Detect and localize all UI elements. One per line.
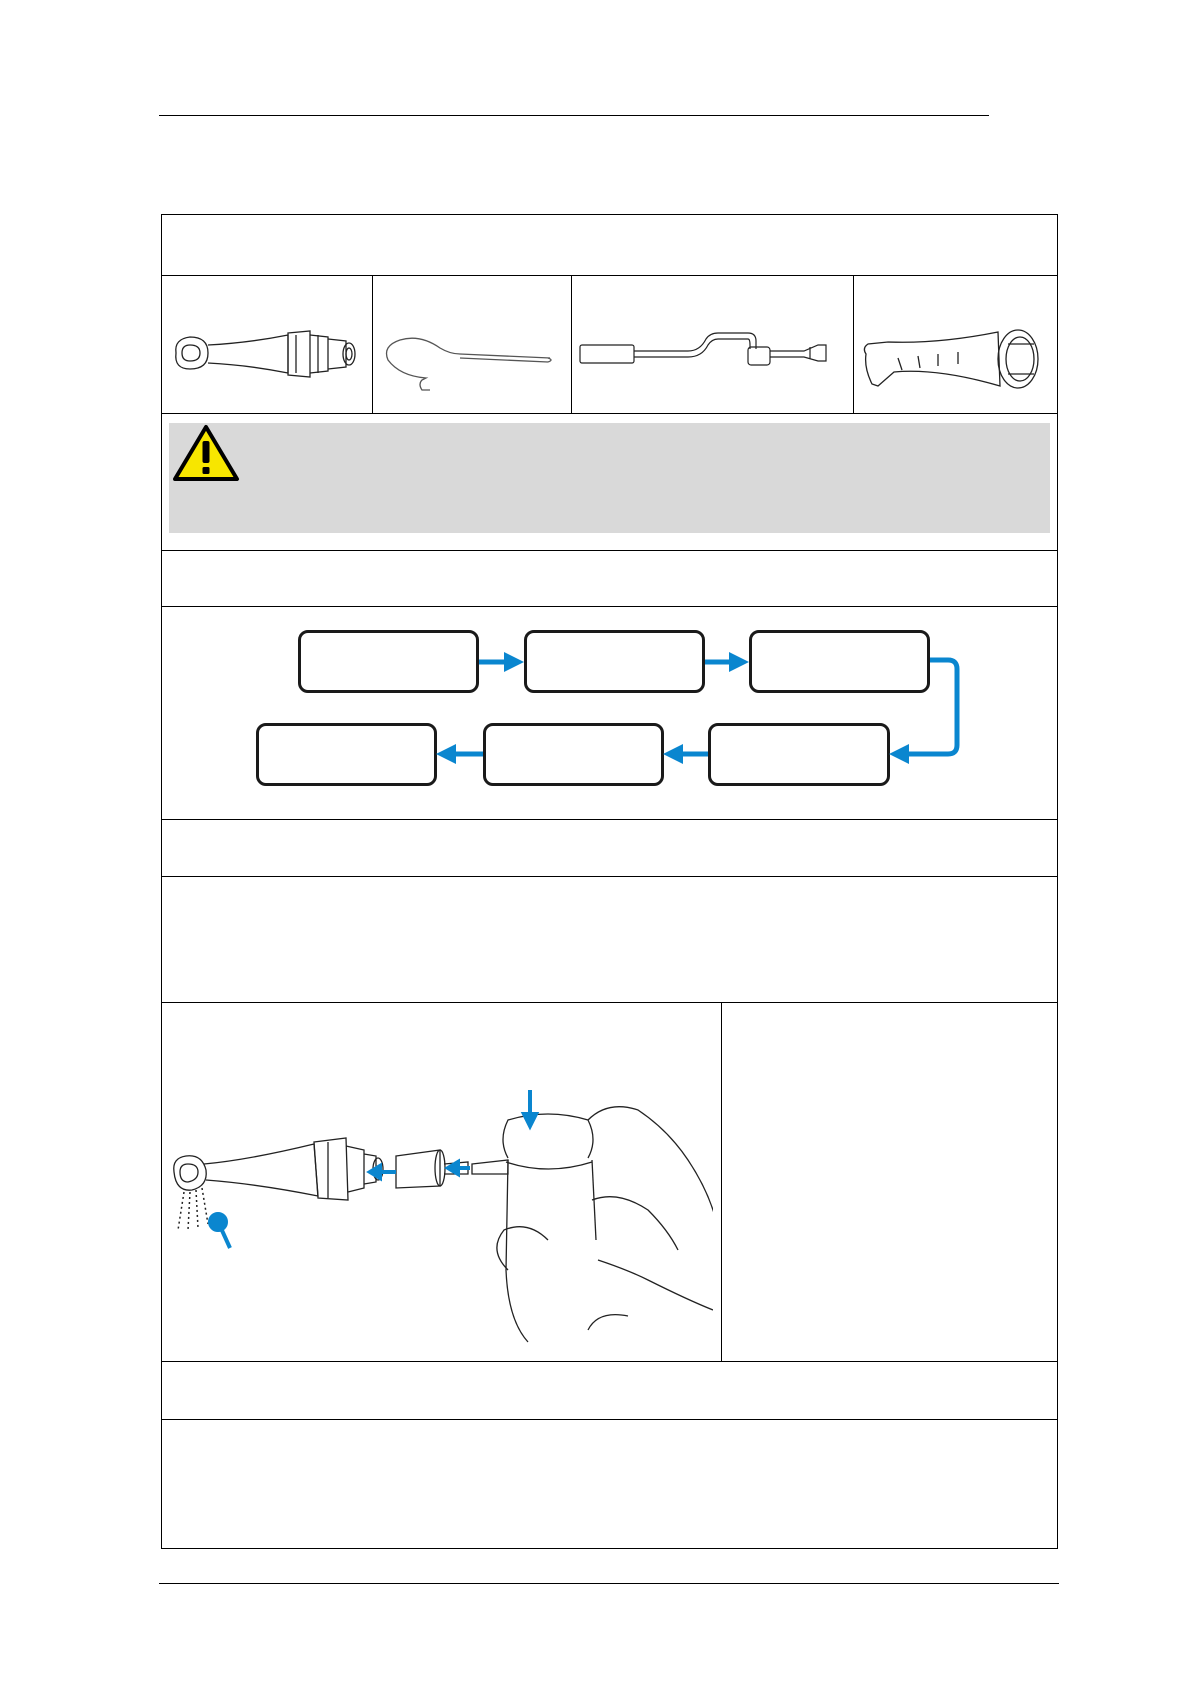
flow-arrow-3-4 bbox=[895, 660, 957, 754]
lubrication-illustration bbox=[168, 1080, 713, 1345]
footer-rule bbox=[159, 1583, 1059, 1584]
